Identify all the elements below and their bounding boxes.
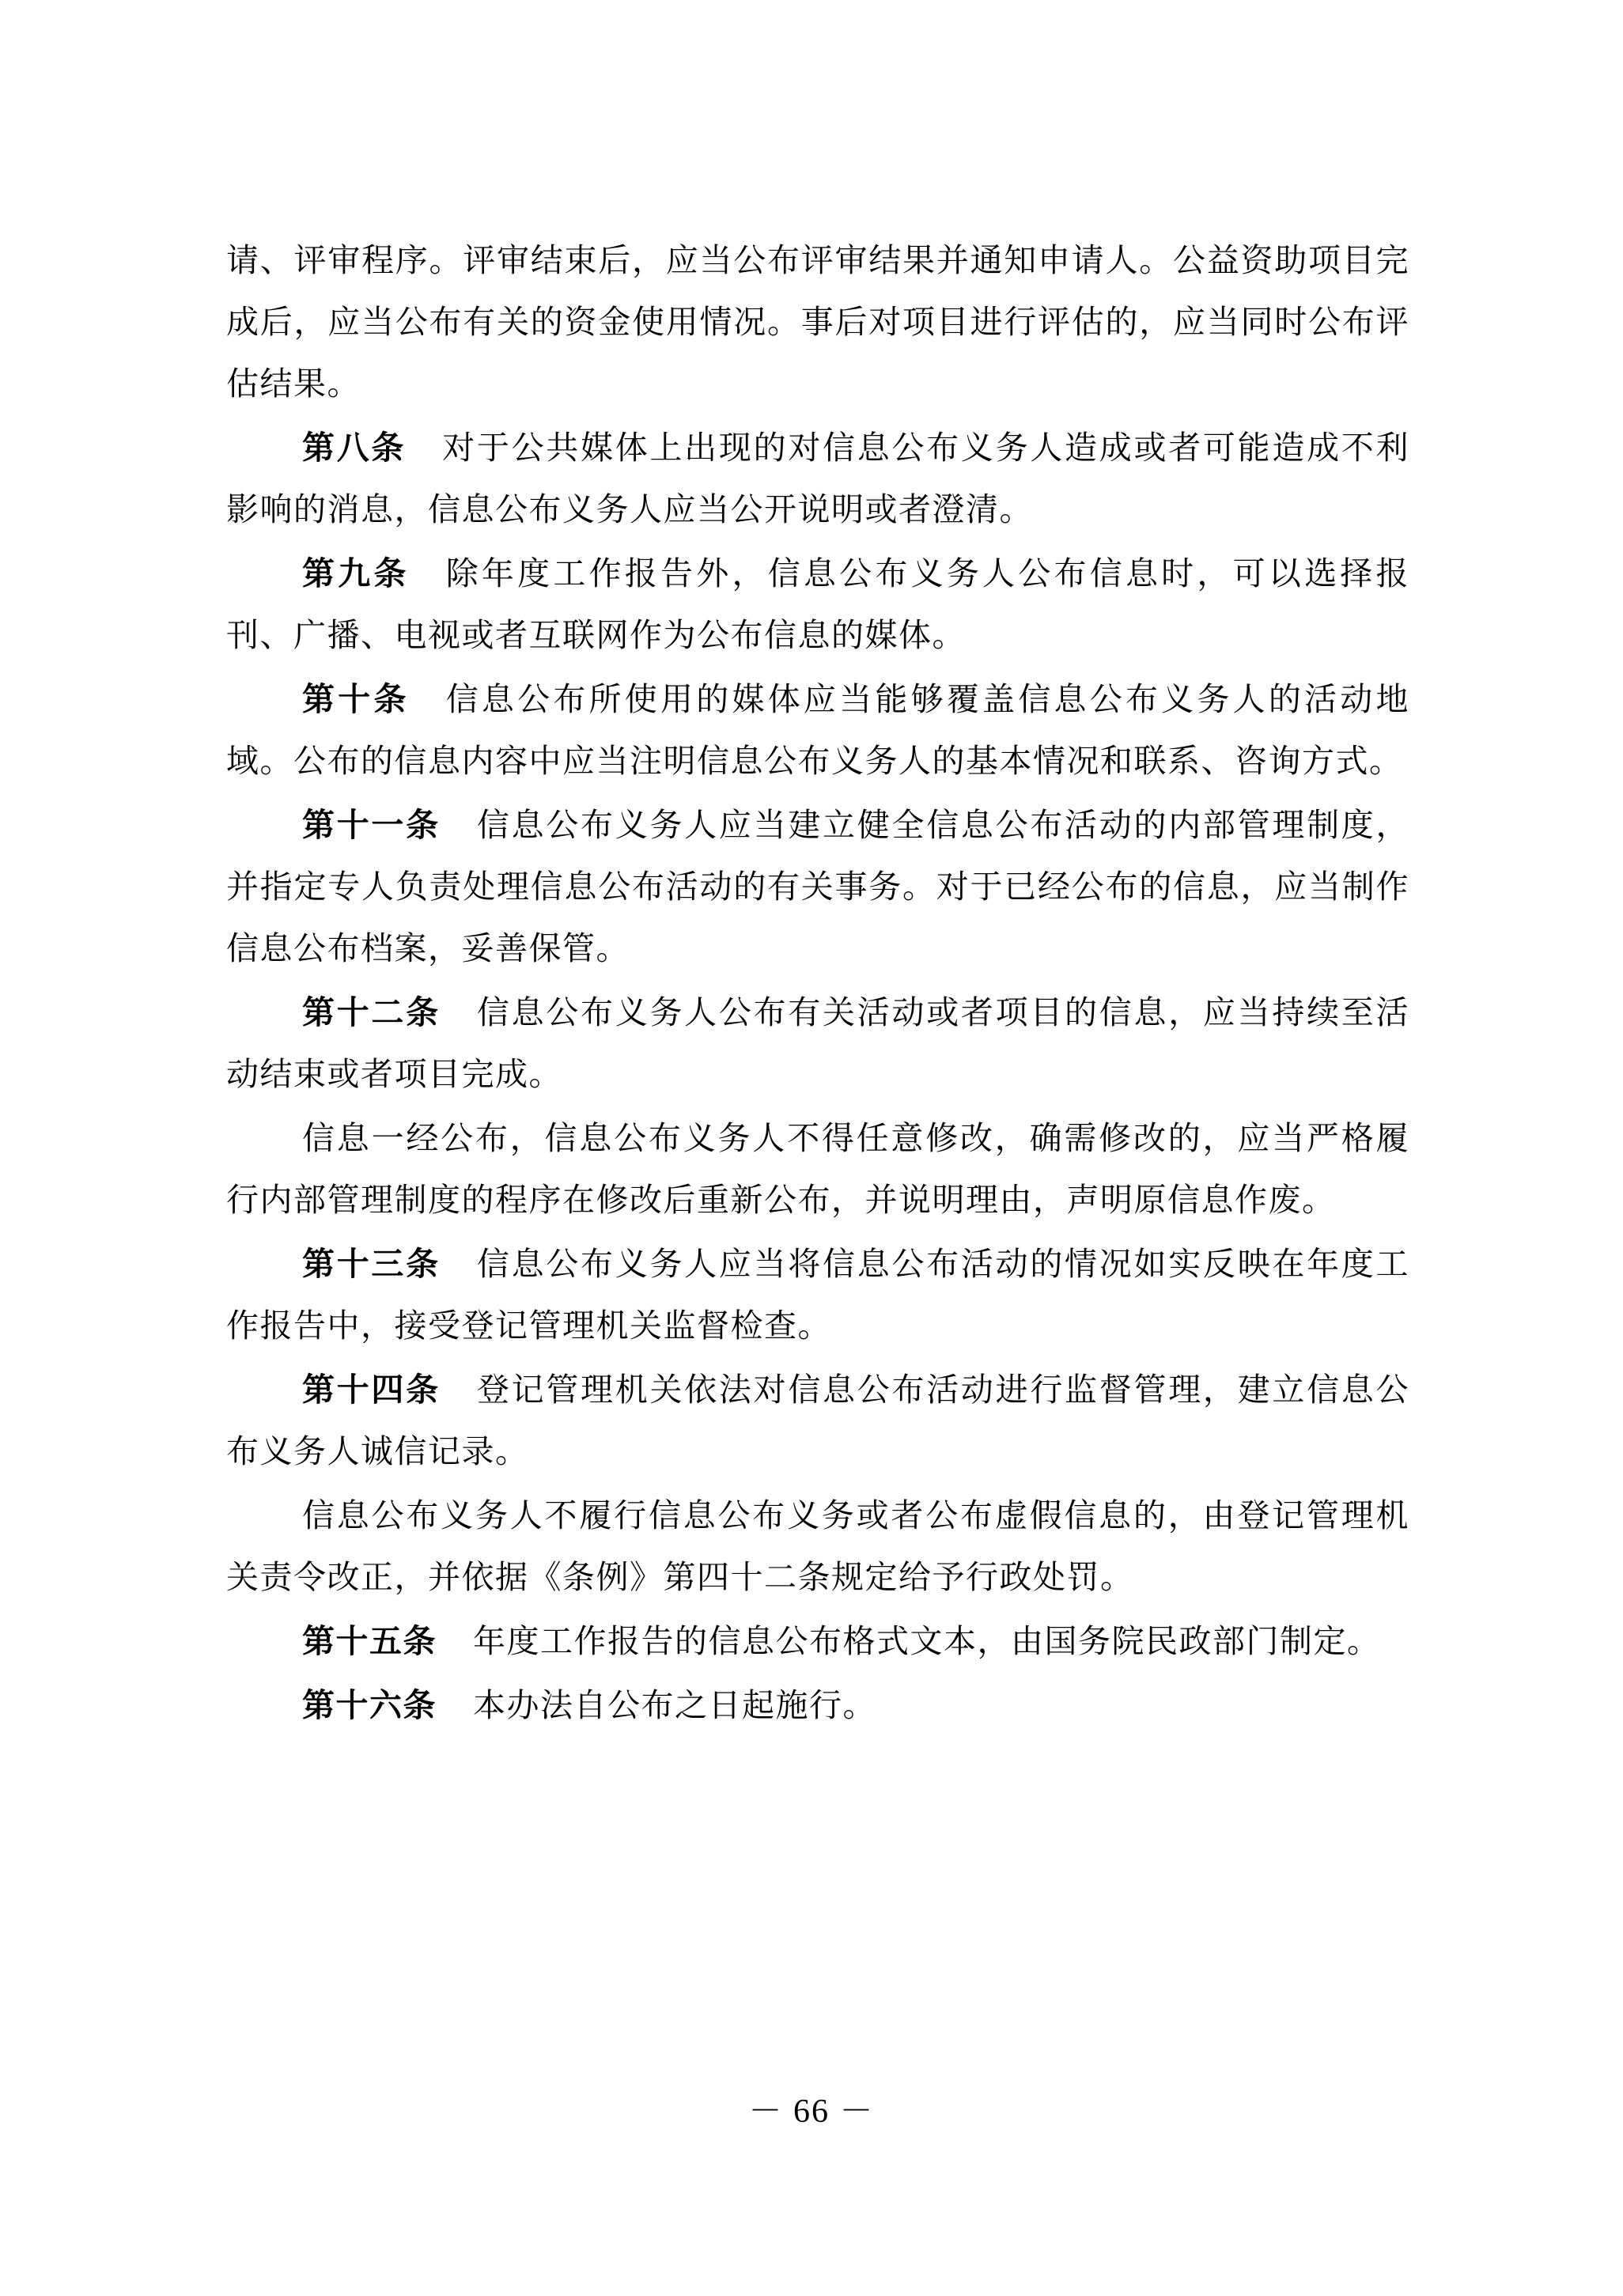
article-number: 第十四条 — [302, 1371, 441, 1409]
article-11 — [226, 794, 1409, 979]
article-text: 本办法自公布之日起施行。 — [473, 1686, 876, 1724]
article-9 — [226, 543, 1409, 666]
article-8 — [226, 417, 1409, 540]
article-text: 除年度工作报告外，信息公布义务人公布信息时，可以选择报刊、广播、电视或者互联网作为公布信息的媒体。 — [226, 554, 1410, 654]
article-15 — [226, 1610, 1409, 1672]
article-text: 年度工作报告的信息公布格式文本，由国务院民政部门制定。 — [473, 1622, 1381, 1660]
page-number: － 66 － — [748, 2094, 875, 2130]
paragraph-continuation — [226, 229, 1409, 414]
paragraph-text: 信息公布义务人不履行信息公布义务或者公布虚假信息的，由登记管理机关责令改正，并依据《条例》第四十二条规定给予行政处罚。 — [226, 1496, 1409, 1596]
article-number: 第九条 — [302, 554, 410, 592]
article-text: 信息公布义务人公布有关活动或者项目的信息，应当持续至活动结束或者项目完成。 — [226, 993, 1410, 1093]
article-10 — [226, 668, 1409, 792]
article-number: 第十一条 — [302, 806, 441, 844]
article-text: 信息公布义务人应当建立健全信息公布活动的内部管理制度，并指定专人负责处理信息公布活动的有关事务。对于已经公布的信息，应当制作信息公布档案，妥善保管。 — [226, 806, 1410, 967]
article-number: 第十六条 — [302, 1686, 437, 1724]
paragraph-text: 请、评审程序。评审结束后，应当公布评审结果并通知申请人。公益资助项目完成后，应当公布有关的资金使用情况。事后对项目进行评估的，应当同时公布评估结果。 — [226, 241, 1409, 403]
article-16 — [226, 1674, 1409, 1736]
article-text: 对于公共媒体上出现的对信息公布义务人造成或者可能造成不利影响的消息，信息公布义务人应当公开说明或者澄清。 — [226, 429, 1410, 528]
article-14-paragraph-2 — [226, 1485, 1409, 1608]
article-number: 第十二条 — [302, 993, 441, 1031]
article-text: 信息公布所使用的媒体应当能够覆盖信息公布义务人的活动地域。公布的信息内容中应当注明信息公布义务人的基本情况和联系、咨询方式。 — [226, 680, 1410, 780]
article-text: 登记管理机关依法对信息公布活动进行监督管理，建立信息公布义务人诚信记录。 — [226, 1371, 1410, 1470]
article-12 — [226, 982, 1409, 1105]
article-14 — [226, 1359, 1409, 1482]
article-12-paragraph-2 — [226, 1107, 1409, 1231]
article-number: 第十五条 — [302, 1622, 437, 1660]
article-13 — [226, 1233, 1409, 1356]
paragraph-text: 信息一经公布，信息公布义务人不得任意修改，确需修改的，应当严格履行内部管理制度的程序在修改后重新公布，并说明理由，声明原信息作废。 — [226, 1119, 1409, 1219]
article-text: 信息公布义务人应当将信息公布活动的情况如实反映在年度工作报告中，接受登记管理机关监督检查。 — [226, 1245, 1410, 1345]
document-body — [226, 229, 1409, 1738]
article-number: 第十三条 — [302, 1245, 441, 1283]
article-number: 第八条 — [302, 429, 407, 467]
article-number: 第十条 — [302, 680, 410, 718]
